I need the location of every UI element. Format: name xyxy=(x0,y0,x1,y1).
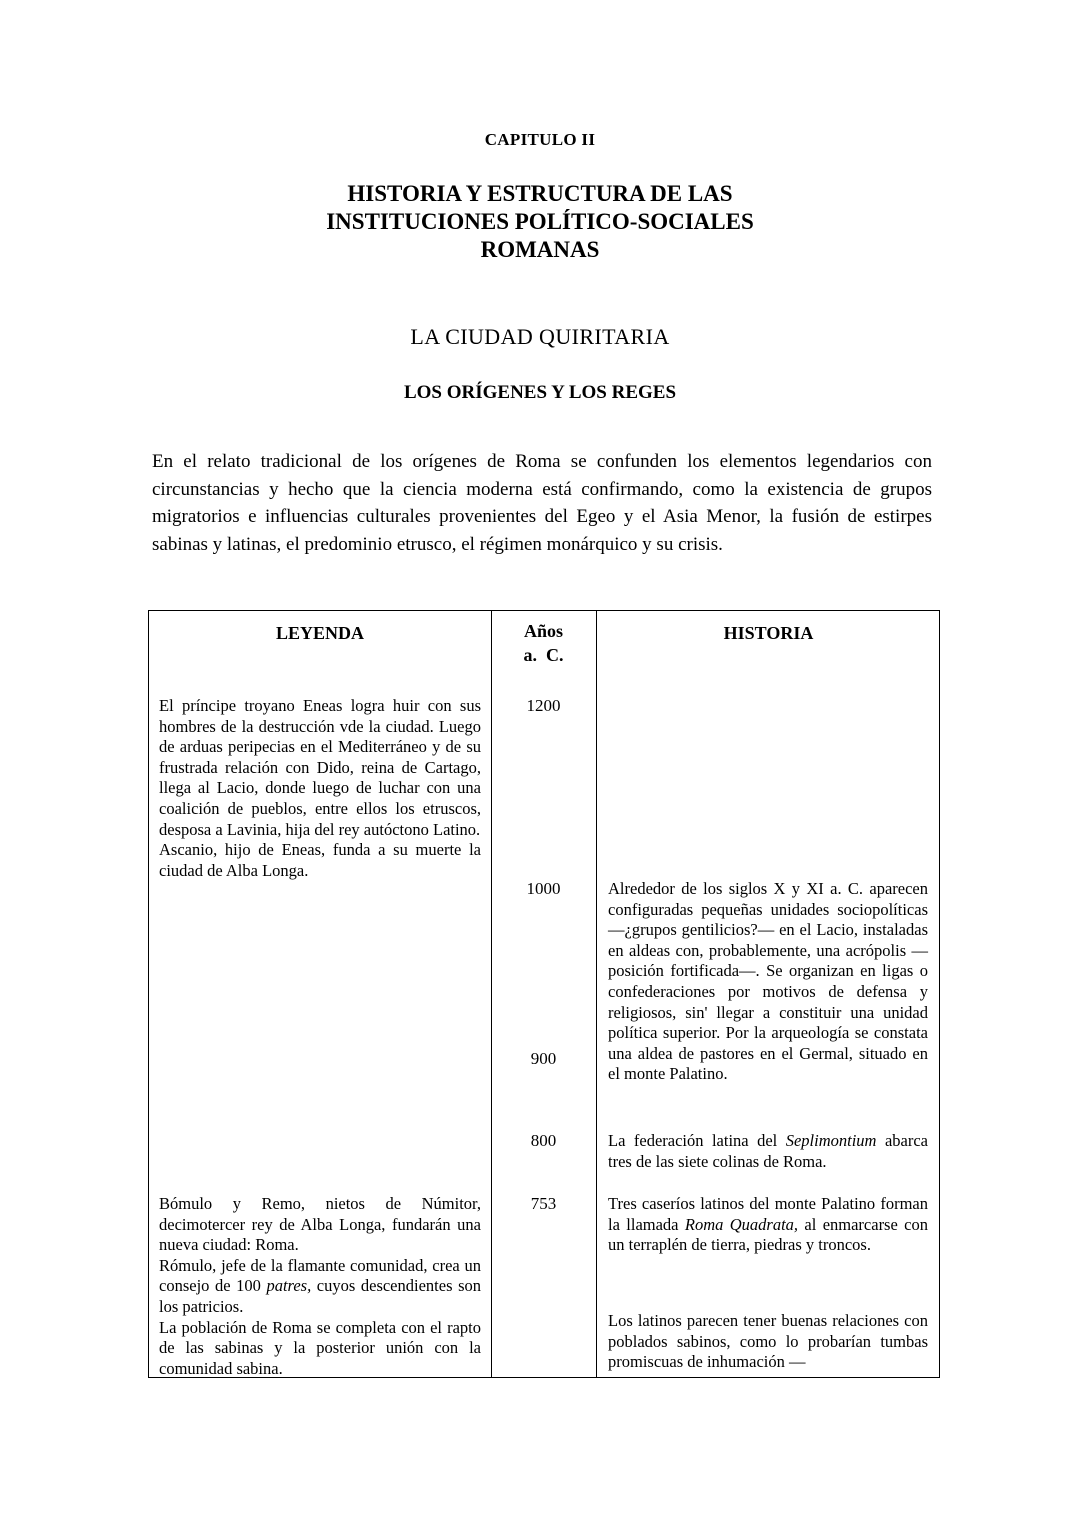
title-line: ROMANAS xyxy=(480,237,600,262)
intro-paragraph: En el relato tradicional de los orígenes de Roma se confunden los elementos legendarios con circunstancias y hecho que la ciencia moderna está confirmando, como la existencia de grupos migratorios e influencias culturales provenientes del Egeo y el Asia Menor, la fusión de estirpes sabinas y latinas, el predominio etrusco, el régimen monárquico y su crisis. xyxy=(152,451,932,555)
paragraph: Ascanio, hijo de Eneas, funda a su muerte la ciudad de Alba Longa. xyxy=(159,840,481,880)
italic-term: Seplimontium xyxy=(785,1131,877,1150)
leyenda-block-romulo xyxy=(159,1194,481,1379)
chapter-heading: CAPITULO II xyxy=(484,130,596,149)
paragraph: Bómulo y Remo, nietos de Númitor, decimotercer rey de Alba Longa, fundarán una nueva ciudad: Roma. xyxy=(159,1194,481,1255)
text-segment: al enmarcarse con un terraplén de tierra, piedras y troncos. xyxy=(608,1214,928,1255)
text-segment: La federación latina del xyxy=(608,1131,786,1150)
paragraph: La población de Roma se completa con el rapto de las sabinas y la posterior unión con la comunidad sabina. xyxy=(159,1317,481,1378)
year-1200: 1200 xyxy=(526,696,561,715)
historia-block-septimontium xyxy=(608,1131,928,1172)
column-header-anos xyxy=(491,619,596,667)
year-753: 753 xyxy=(530,1194,557,1213)
title-line: INSTITUCIONES POLÍTICO-SOCIALES xyxy=(326,209,754,234)
subtitle-heading: LA CIUDAD QUIRITARIA xyxy=(410,324,670,349)
italic-term: patres, xyxy=(266,1276,312,1296)
year-1000: 1000 xyxy=(526,879,561,898)
historia-block-sabinos: Los latinos parecen tener buenas relaciones con poblados sabinos, como lo probarían tumbas promiscuas de inhumación — xyxy=(608,1311,928,1372)
column-divider xyxy=(491,611,492,1377)
text-segment: abarca tres de las siete colinas de Roma. xyxy=(608,1131,928,1171)
section-heading: LOS ORÍGENES Y LOS REGES xyxy=(403,382,677,403)
year-900: 900 xyxy=(530,1049,557,1068)
anos-unit-label: a. C. xyxy=(523,645,564,665)
document-title xyxy=(0,180,1080,264)
historia-block-roma-quadrata xyxy=(608,1194,928,1256)
year-800: 800 xyxy=(530,1131,557,1150)
text-segment: Tres caseríos latinos del monte Palatino forman la llamada xyxy=(608,1194,928,1234)
anos-label: Años xyxy=(523,621,563,641)
leyenda-block-eneas xyxy=(159,696,481,881)
column-divider xyxy=(596,611,597,1377)
paragraph: El príncipe troyano Eneas logra huir con sus hombres de la destrucción vde la ciudad. Luego de arduas peripecias en el Mediterráneo y de su frustrada relación con Dido, reina de Cartago, llega al Lacio, donde luego de luchar con una coalición de pueblos, entre ellos los etruscos, desposa a Lavinia, hija del rey autóctono Latino. xyxy=(159,696,481,839)
text-segment: Rómulo, jefe de la flamante comunidad, crea un consejo de 100 xyxy=(159,1255,481,1296)
history-table xyxy=(148,610,940,1378)
historia-block-aldeas: Alrededor de los siglos X y XI a. C. aparecen configuradas pequeñas unidades sociopolíticas —¿grupos gentilicios?— en el Lacio, instaladas en aldeas con, probablemente, una acrópolis —posición fortificada—. Se organizan en ligas o confederaciones por motivos de defensa y religiosos, sin' llegar a constituir una unidad política superior. Por la arqueología se constata una aldea de pastores en el Germal, situado en el monte Palatino. xyxy=(608,879,928,1084)
title-line: HISTORIA Y ESTRUCTURA DE LAS xyxy=(347,181,733,206)
text-segment: cuyos descendientes son los patricios. xyxy=(159,1276,481,1316)
column-header-leyenda: LEYENDA xyxy=(275,623,364,643)
column-header-historia: HISTORIA xyxy=(723,623,814,643)
paragraph xyxy=(159,1256,481,1318)
italic-term: Roma Quadrata, xyxy=(684,1214,799,1234)
